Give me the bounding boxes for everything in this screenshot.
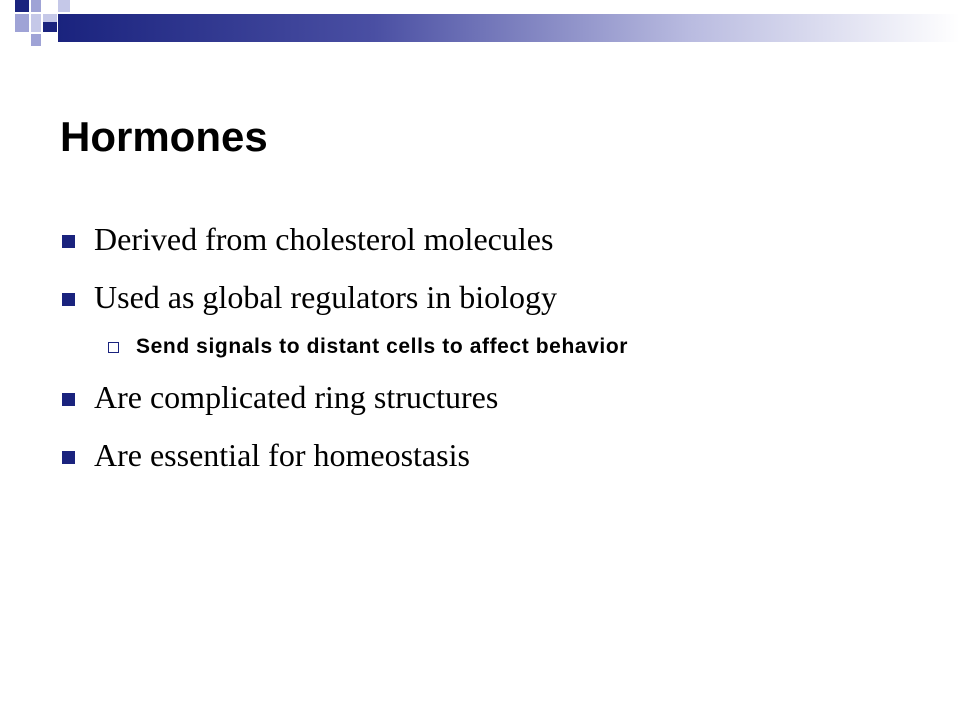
header-gradient-bar — [58, 14, 960, 42]
decorative-square — [31, 0, 41, 12]
filled-square-icon — [62, 393, 75, 406]
bullet-item — [60, 376, 920, 418]
bullet-text: Derived from cholesterol molecules — [94, 221, 554, 257]
bullet-text: Are complicated ring structures — [94, 379, 499, 415]
bullet-text: Used as global regulators in biology — [94, 279, 558, 315]
decorative-square — [15, 14, 29, 32]
decorative-square — [43, 22, 57, 32]
bullet-text: Are essential for homeostasis — [94, 437, 470, 473]
bullet-list — [60, 218, 920, 492]
sub-bullet-item — [60, 332, 920, 362]
hollow-square-icon — [108, 342, 119, 353]
bullet-item — [60, 434, 920, 476]
decorative-square — [58, 0, 70, 12]
filled-square-icon — [62, 451, 75, 464]
sub-bullet-list — [60, 332, 920, 362]
filled-square-icon — [62, 293, 75, 306]
filled-square-icon — [62, 235, 75, 248]
decorative-square — [15, 0, 29, 12]
sub-bullet-group — [60, 332, 920, 362]
bullet-item — [60, 218, 920, 260]
sub-bullet-text: Send signals to distant cells to affect behavior — [136, 335, 629, 358]
decorative-square — [31, 14, 41, 32]
bullet-item — [60, 276, 920, 318]
slide-title: Hormones — [60, 113, 268, 160]
decorative-square — [31, 34, 41, 46]
